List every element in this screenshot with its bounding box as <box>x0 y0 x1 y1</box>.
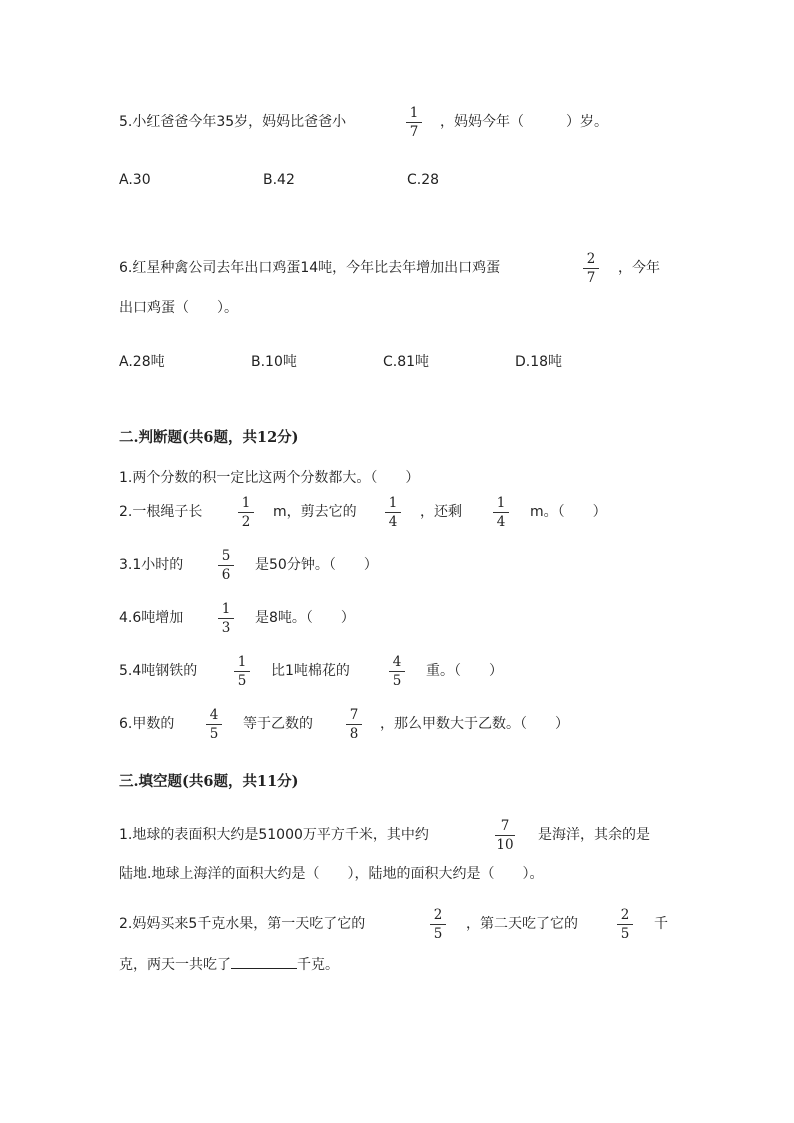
judge-3-fraction <box>215 548 237 583</box>
fraction-denominator: 5 <box>392 673 402 689</box>
judge-2-fraction-3 <box>490 495 512 530</box>
fraction-numerator: 1 <box>237 654 247 670</box>
fraction-denominator: 10 <box>496 837 514 853</box>
q6-line2: 出口鸡蛋（ ）。 <box>119 300 238 316</box>
fraction-denominator: 2 <box>241 514 251 530</box>
judge-5-fraction-1 <box>231 654 253 689</box>
judge-4-a: 4.6吨增加 <box>119 610 184 626</box>
fraction-numerator: 1 <box>496 495 506 511</box>
judge-5-a: 5.4吨钢铁的 <box>119 663 198 679</box>
judge-5-b: 比1吨棉花的 <box>271 663 350 679</box>
q6-text-b: ，今年 <box>618 260 660 276</box>
fraction-denominator: 3 <box>221 620 231 636</box>
judge-3-b: 是50分钟。（ ） <box>255 557 378 573</box>
fraction-denominator: 7 <box>409 124 419 140</box>
fill-2-b: ，第二天吃了它的 <box>466 916 578 932</box>
q5-fraction <box>403 105 425 140</box>
fill-1-a: 1.地球的表面积大约是51000万平方千米，其中约 <box>119 827 429 843</box>
judge-6-a: 6.甲数的 <box>119 716 175 732</box>
judge-6-c: ，那么甲数大于乙数。（ ） <box>380 716 569 732</box>
fraction-numerator: 1 <box>409 105 419 121</box>
fill-2-fraction-2 <box>614 907 636 942</box>
answer-blank[interactable] <box>231 954 297 969</box>
q6-text-a: 6.红星种禽公司去年出口鸡蛋14吨，今年比去年增加出口鸡蛋 <box>119 260 501 276</box>
q6-option-a: A.28吨 <box>119 354 165 370</box>
fraction-numerator: 4 <box>209 707 219 723</box>
fraction-numerator: 2 <box>586 251 596 267</box>
fraction-denominator: 5 <box>209 726 219 742</box>
fraction-denominator: 5 <box>433 926 443 942</box>
q5-option-a: A.30 <box>119 172 151 188</box>
fraction-denominator: 7 <box>586 270 596 286</box>
fraction-denominator: 8 <box>349 726 359 742</box>
judge-2-fraction-1 <box>235 495 257 530</box>
q6-option-c: C.81吨 <box>383 354 430 370</box>
q6-option-d: D.18吨 <box>515 354 563 370</box>
judge-2-a: 2.一根绳子长 <box>119 504 203 520</box>
q5-text-a: 5.小红爸爸今年35岁，妈妈比爸爸小 <box>119 114 347 130</box>
fraction-denominator: 4 <box>388 514 398 530</box>
q5-option-c: C.28 <box>407 172 440 188</box>
fraction-numerator: 2 <box>620 907 630 923</box>
fraction-numerator: 1 <box>388 495 398 511</box>
section-3-title: 三.填空题(共6题，共11分) <box>119 773 299 790</box>
judge-5-fraction-2 <box>386 654 408 689</box>
judge-2-d: m。（ ） <box>530 504 607 520</box>
judge-6-fraction-2 <box>343 707 365 742</box>
fraction-denominator: 5 <box>237 673 247 689</box>
fraction-denominator: 5 <box>620 926 630 942</box>
fill-2-line2-b: 千克。 <box>297 957 339 973</box>
judge-3-a: 3.1小时的 <box>119 557 184 573</box>
judge-2-fraction-2 <box>382 495 404 530</box>
judge-1: 1.两个分数的积一定比这两个分数都大。（ ） <box>119 470 420 486</box>
fraction-numerator: 4 <box>392 654 402 670</box>
fill-1-line2: 陆地.地球上海洋的面积大约是（ ），陆地的面积大约是（ ）。 <box>119 866 544 882</box>
judge-6-fraction-1 <box>203 707 225 742</box>
fill-2-fraction-1 <box>427 907 449 942</box>
fraction-numerator: 1 <box>221 601 231 617</box>
fraction-numerator: 2 <box>433 907 443 923</box>
fill-2-c: 千 <box>654 916 668 932</box>
fraction-denominator: 6 <box>221 567 231 583</box>
judge-2-c: ，还剩 <box>420 504 462 520</box>
judge-4-fraction <box>215 601 237 636</box>
fraction-denominator: 4 <box>496 514 506 530</box>
fill-2-a: 2.妈妈买来5千克水果，第一天吃了它的 <box>119 916 366 932</box>
q5-option-b: B.42 <box>263 172 295 188</box>
judge-4-b: 是8吨。（ ） <box>255 610 355 626</box>
judge-6-b: 等于乙数的 <box>243 716 313 732</box>
fraction-numerator: 7 <box>349 707 359 723</box>
judge-5-c: 重。（ ） <box>426 663 503 679</box>
section-2-title: 二.判断题(共6题，共12分) <box>119 429 299 446</box>
fraction-numerator: 5 <box>221 548 231 564</box>
fill-2-line2-a: 克，两天一共吃了 <box>119 957 231 973</box>
fill-1-fraction <box>492 818 518 853</box>
fill-2-line2 <box>119 954 339 975</box>
fill-1-b: 是海洋，其余的是 <box>538 827 650 843</box>
q6-fraction <box>580 251 602 286</box>
fraction-numerator: 1 <box>241 495 251 511</box>
q6-option-b: B.10吨 <box>251 354 297 370</box>
q5-text-b: ，妈妈今年（ ）岁。 <box>440 114 608 130</box>
judge-2-b: m，剪去它的 <box>273 504 357 520</box>
fraction-numerator: 7 <box>500 818 510 834</box>
